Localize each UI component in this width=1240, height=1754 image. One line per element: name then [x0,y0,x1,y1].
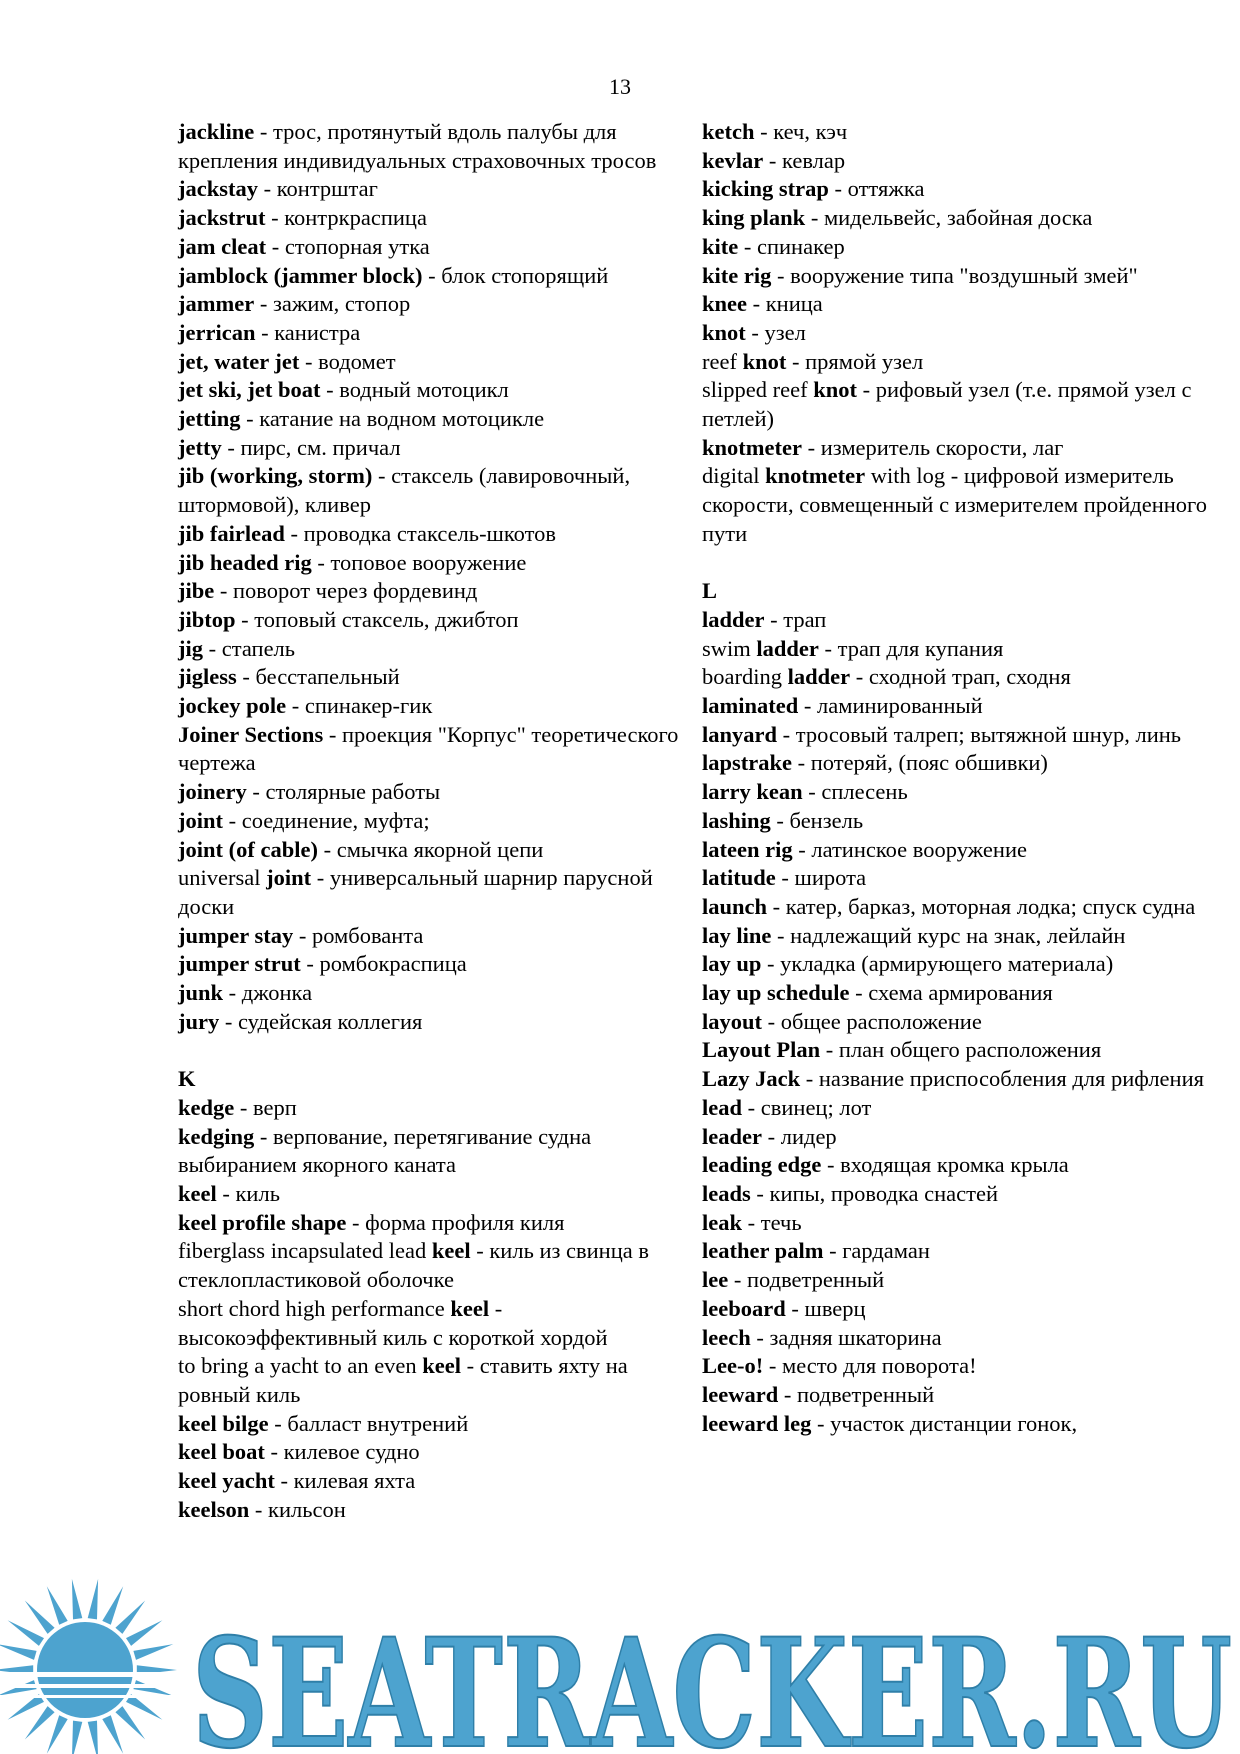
entry-term: Lazy Jack [702,1066,801,1092]
dictionary-entry [702,1123,1222,1152]
sun-ray [47,1586,68,1625]
entry-term: leather palm [702,1238,824,1264]
entry-definition: - тросовый талреп; вытяжной шнур, линь [777,721,1182,747]
entry-definition: - узел [745,319,806,345]
entry-definition: - ламинированный [798,693,983,719]
dictionary-entry [702,1065,1222,1094]
entry-term: kevlar [702,147,764,173]
dictionary-entry [702,1266,1222,1295]
dictionary-entry [702,1180,1222,1209]
entry-prefix: swim [702,635,757,661]
entry-definition: - бесстапельный [236,664,400,690]
entry-term: knot [742,348,787,374]
entry-definition: - течь [742,1209,802,1235]
entry-prefix: slipped reef [702,377,814,403]
entry-term: jibtop [178,606,236,632]
dictionary-entry [178,1180,698,1209]
entry-term: laminated [702,693,799,719]
entry-definition: - джонка [223,980,313,1006]
entry-term: leeboard [702,1295,786,1321]
entry-term: knotmeter [702,434,802,460]
dictionary-entry [178,1352,698,1409]
entry-term: Lee-o! [702,1353,764,1379]
entry-definition: - участок дистанции гонок, [811,1410,1078,1436]
entry-term: jammer [178,291,255,317]
entry-definition: - название приспособления для рифления [800,1066,1204,1092]
section-gap [702,549,1222,578]
dictionary-entry [702,1237,1222,1266]
dictionary-entry [178,836,698,865]
dictionary-entry [702,175,1222,204]
entry-term: jamblock (jammer block) [178,262,423,288]
entry-definition: - катание на водном мотоцикле [240,406,545,432]
entry-definition: - схема армирования [849,980,1053,1006]
entry-term: keel yacht [178,1468,275,1494]
entry-term: jackline [178,119,255,144]
entry-term: jury [178,1008,220,1034]
dictionary-entry [178,635,698,664]
dictionary-entry [178,778,698,807]
sun-ray [137,1665,177,1674]
dictionary-entry [178,1008,698,1037]
entry-term: jetty [178,434,222,460]
entry-definition: - универсальный шарнир парусной доски [178,865,653,919]
dictionary-entry [178,1295,698,1352]
dictionary-entry [702,262,1222,291]
entry-definition: - контркраспица [265,205,427,231]
entry-term: keel boat [178,1439,265,1465]
entry-definition: - бензель [770,807,864,833]
dictionary-entry [702,721,1222,750]
entry-term: knot [813,377,857,403]
entry-term: joint [266,865,312,891]
entry-definition: - надлежащий курс на знак, лейлайн [771,922,1126,948]
entry-term: lay up schedule [702,980,850,1006]
sun-ray [115,1601,145,1634]
entry-term: jibe [178,578,215,604]
dictionary-entry [702,893,1222,922]
entry-definition: - лидер [761,1123,837,1149]
entry-definition: - верп [234,1094,297,1120]
entry-term: kicking strap [702,176,829,202]
entry-definition: - подветренный [728,1267,885,1293]
entry-term: leeward [702,1381,779,1407]
entry-definition: - сплесень [802,779,908,805]
dictionary-entry [702,778,1222,807]
dictionary-entry [702,663,1222,692]
dictionary-entry [178,434,698,463]
entry-definition: - рифовый узел (т.е. прямой узел с петлей) [702,377,1192,432]
dictionary-entry [702,1324,1222,1353]
dictionary-entry [702,204,1222,233]
dictionary-entry [178,175,698,204]
entry-term: joint [178,807,223,833]
entry-term: keelson [178,1496,250,1522]
sun-ray [88,1721,98,1754]
right-column [702,118,1222,1438]
entry-definition: - кница [747,291,823,317]
entry-prefix: short chord high performance [178,1295,451,1321]
sun-ray [72,1579,82,1620]
entry-term: leads [702,1181,751,1206]
entry-definition: - килевое судно [264,1439,420,1465]
entry-definition: - балласт внутрений [268,1410,469,1436]
dictionary-entry [178,721,698,778]
dictionary-entry [178,950,698,979]
entry-term: jig [178,635,203,661]
entry-term: king plank [702,205,806,231]
entry-term: jackstay [178,176,258,202]
entry-term: jockey pole [178,693,287,719]
dictionary-entry [702,807,1222,836]
sun-ray [8,1620,44,1646]
dictionary-entry [702,1381,1222,1410]
entry-definition: - мидельвейс, забойная доска [805,205,1093,231]
sun-ray [102,1715,123,1754]
sun-ray [126,1694,162,1720]
entry-definition: - катер, барказ, моторная лодка; спуск судна [767,893,1196,919]
dictionary-entry [178,262,698,291]
entry-term: junk [178,980,224,1006]
entry-definition: - топовый стаксель, джибтоп [235,606,519,632]
entry-term: latitude [702,865,776,891]
entry-definition: - место для поворота! [763,1353,977,1379]
entry-definition: - топовое вооружение [311,549,527,575]
dictionary-entry [178,1094,698,1123]
entry-definition: with log - цифровой измеритель скорости, совмещенный с измерителем пройденного пути [702,463,1207,546]
sun-ray [47,1715,68,1754]
entry-definition: - стопорная утка [266,233,430,259]
entry-term: jet ski, jet boat [178,377,321,403]
dictionary-entry [178,319,698,348]
dictionary-entry [702,118,1222,147]
entry-definition: - подветренный [778,1381,935,1407]
entry-term: joint (of cable) [178,836,318,862]
entry-term: larry kean [702,779,803,805]
entry-definition: - киль [216,1181,280,1206]
entry-term: kedging [178,1123,255,1149]
entry-term: lashing [702,807,771,833]
dictionary-entry [178,1209,698,1238]
dictionary-entry [178,233,698,262]
dictionary-entry [702,1352,1222,1381]
dictionary-entry [178,462,698,519]
dictionary-entry [178,376,698,405]
entry-definition: - задняя шкаторина [750,1324,942,1350]
entry-definition: - потеряй, (пояс обшивки) [792,750,1048,776]
dictionary-entry [702,606,1222,635]
entry-definition: - общее расположение [762,1008,982,1034]
dictionary-entry [702,950,1222,979]
entry-definition: - высокоэффективный киль с короткой хордой [178,1295,608,1350]
dictionary-entry [178,663,698,692]
dictionary-entry [702,1036,1222,1065]
entry-term: leak [702,1209,743,1235]
entry-term: jigless [178,664,237,690]
watermark-text: SEATRACKER.RU [192,1606,1232,1754]
entry-prefix: digital [702,463,766,489]
sun-ray [115,1706,145,1739]
entry-definition: - латинское вооружение [792,836,1027,862]
entry-definition: - проекция "Корпус" теоретического чертежа [178,721,679,776]
watermark [0,1560,1240,1754]
entry-term: lay line [702,922,772,948]
sun-ray [8,1694,44,1720]
entry-term: jumper stay [178,922,294,948]
entry-prefix: universal [178,865,267,891]
entry-definition: - шверц [785,1295,866,1321]
entry-definition: - проводка стаксель-шкотов [284,520,557,546]
dictionary-entry [702,376,1222,433]
dictionary-entry [178,1438,698,1467]
entry-term: lapstrake [702,750,792,776]
entry-definition: - поворот через фордевинд [214,578,478,604]
dictionary-entry [702,1008,1222,1037]
entry-term: kite rig [702,262,772,288]
entry-term: keel [431,1238,471,1264]
entry-definition: - водный мотоцикл [320,377,509,403]
entry-term: jackstrut [178,205,266,231]
entry-term: lee [702,1267,729,1293]
entry-term: jib (working, storm) [178,463,373,489]
dictionary-entry [702,922,1222,951]
dictionary-entry [702,348,1222,377]
entry-definition: - смычка якорной цепи [317,836,544,862]
entry-definition: - соединение, муфта; [223,807,430,833]
entry-prefix: fiberglass incapsulated lead [178,1238,432,1264]
entry-definition: - входящая кромка крыла [821,1152,1069,1178]
entry-definition: - трап для купания [818,635,1004,661]
dictionary-entry [702,692,1222,721]
dictionary-entry [178,405,698,434]
entry-definition: - трап [764,606,827,632]
dictionary-entry [178,1410,698,1439]
dictionary-entry [178,692,698,721]
dictionary-entry [702,233,1222,262]
dictionary-entry [178,1237,698,1294]
page-number: 13 [609,74,631,99]
entry-definition: - стаксель (лавировочный, штормовой), кливер [178,463,631,518]
entry-definition: - сходной трап, сходня [850,664,1071,690]
entry-term: jerrican [178,319,256,345]
dictionary-entry [702,836,1222,865]
sun-ray [25,1601,55,1634]
dictionary-entry [178,118,698,175]
dictionary-entry [702,979,1222,1008]
entry-definition: - судейская коллегия [219,1008,423,1034]
sun-ray [25,1706,55,1739]
entry-term: leeward leg [702,1410,812,1436]
section-letter: L [702,578,718,604]
section-gap [178,1037,698,1066]
entry-definition: - ромбованта [293,922,424,948]
dictionary-entry [178,922,698,951]
entry-term: kedge [178,1094,235,1120]
entry-prefix: to bring a yacht to an even [178,1353,423,1379]
entry-term: lead [702,1094,743,1120]
sun-logo-icon [0,1579,177,1754]
dictionary-entry [702,1295,1222,1324]
entry-term: jumper strut [178,951,301,977]
dictionary-entry [702,1151,1222,1180]
dictionary-entry [178,1467,698,1496]
dictionary-entry [702,635,1222,664]
entry-definition: - кеч, кэч [754,119,848,144]
entry-definition: - вооружение типа "воздушный змей" [771,262,1138,288]
entry-term: jet, water jet [178,348,300,374]
sun-ray [126,1620,162,1646]
entry-term: joinery [178,779,247,805]
dictionary-entry [702,1209,1222,1238]
entry-term: ladder [756,635,819,661]
entry-term: keel [422,1353,462,1379]
entry-term: layout [702,1008,763,1034]
entry-term: leading edge [702,1152,822,1178]
sun-ray [88,1579,98,1620]
entry-definition: - кильсон [249,1496,346,1522]
entry-definition: - верпование, перетягивание судна выбиранием якорного каната [178,1123,592,1178]
entry-term: kite [702,233,739,259]
dictionary-entry [178,520,698,549]
entry-definition: - гардаман [823,1238,930,1264]
sun-ray [0,1665,33,1674]
entry-term: ladder [787,664,851,690]
dictionary-entry [702,434,1222,463]
dictionary-entry [178,606,698,635]
entry-term: keel [450,1295,490,1321]
entry-definition: - канистра [255,319,361,345]
entry-definition: - спинакер-гик [286,693,433,719]
entry-definition: - ромбокраспица [300,951,467,977]
dictionary-entry [178,979,698,1008]
entry-definition: - широта [775,865,867,891]
entry-term: jetting [178,406,241,432]
sun-ray [72,1721,82,1754]
entry-definition: - спинакер [738,233,845,259]
entry-term: lay up [702,951,762,977]
entry-definition: - киль из свинца в стеклопластиковой оболочке [178,1238,649,1293]
entry-definition: - форма профиля киля [346,1209,565,1235]
entry-term: lateen rig [702,836,793,862]
entry-term: ladder [702,606,765,632]
entry-term: launch [702,893,768,919]
entry-definition: - кипы, проводка снастей [750,1181,999,1206]
entry-definition: - ставить яхту на ровный киль [178,1353,628,1407]
entry-term: leech [702,1324,751,1350]
dictionary-entry [702,319,1222,348]
dictionary-entry [178,348,698,377]
dictionary-entry [178,1496,698,1525]
dictionary-entry [178,807,698,836]
entry-prefix: reef [702,348,743,374]
entry-term: Layout Plan [702,1037,821,1063]
entry-definition: - оттяжка [828,176,925,202]
entry-term: ketch [702,119,755,144]
entry-prefix: boarding [702,664,788,690]
entry-definition: - столярные работы [246,779,441,805]
entry-term: knot [702,319,746,345]
entry-term: jam cleat [178,233,267,259]
entry-definition: - измеритель скорости, лаг [801,434,1064,460]
entry-definition: - блок стопорящий [422,262,609,288]
dictionary-entry [178,864,698,921]
sun-ray [133,1680,173,1696]
dictionary-entry [178,1123,698,1180]
dictionary-entry [178,549,698,578]
section-letter: K [178,1066,196,1092]
dictionary-entry [702,462,1222,548]
entry-definition: - пирс, см. причал [221,434,401,460]
dictionary-entry [178,204,698,233]
entry-definition: - кевлар [763,147,846,173]
dictionary-entry [702,147,1222,176]
entry-term: keel profile shape [178,1209,347,1235]
dictionary-entry [702,864,1222,893]
sun-ray [102,1586,123,1625]
dictionary-entry [178,290,698,319]
sun-ray [133,1644,173,1660]
entry-term: jib headed rig [178,549,312,575]
entry-term: keel [178,1181,217,1206]
dictionary-entry [702,749,1222,778]
left-column [178,118,698,1524]
entry-definition: - свинец; лот [742,1094,872,1120]
entry-definition: - контрштаг [258,176,378,202]
entry-term: leader [702,1123,762,1149]
dictionary-entry [702,1094,1222,1123]
entry-definition: - трос, протянутый вдоль палубы для крепления индивидуальных страховочных тросов [178,119,657,173]
entry-definition: - водомет [299,348,396,374]
dictionary-entry [702,290,1222,319]
entry-definition: - прямой узел [786,348,924,374]
entry-term: keel bilge [178,1410,269,1436]
entry-definition: - килевая яхта [274,1468,416,1494]
entry-definition: - план общего расположения [820,1037,1102,1063]
sun-ray [0,1644,37,1660]
entry-term: jib fairlead [178,520,285,546]
entry-term: Joiner Sections [178,721,324,747]
entry-definition: - стапель [203,635,296,661]
entry-term: knee [702,291,747,317]
entry-term: lanyard [702,721,778,747]
dictionary-entry [702,1410,1222,1439]
dictionary-entry [178,577,698,606]
entry-definition: - зажим, стопор [254,291,411,317]
entry-term: knotmeter [765,463,866,489]
sun-ray [0,1680,37,1696]
entry-definition: - укладка (армирующего материала) [761,951,1114,977]
